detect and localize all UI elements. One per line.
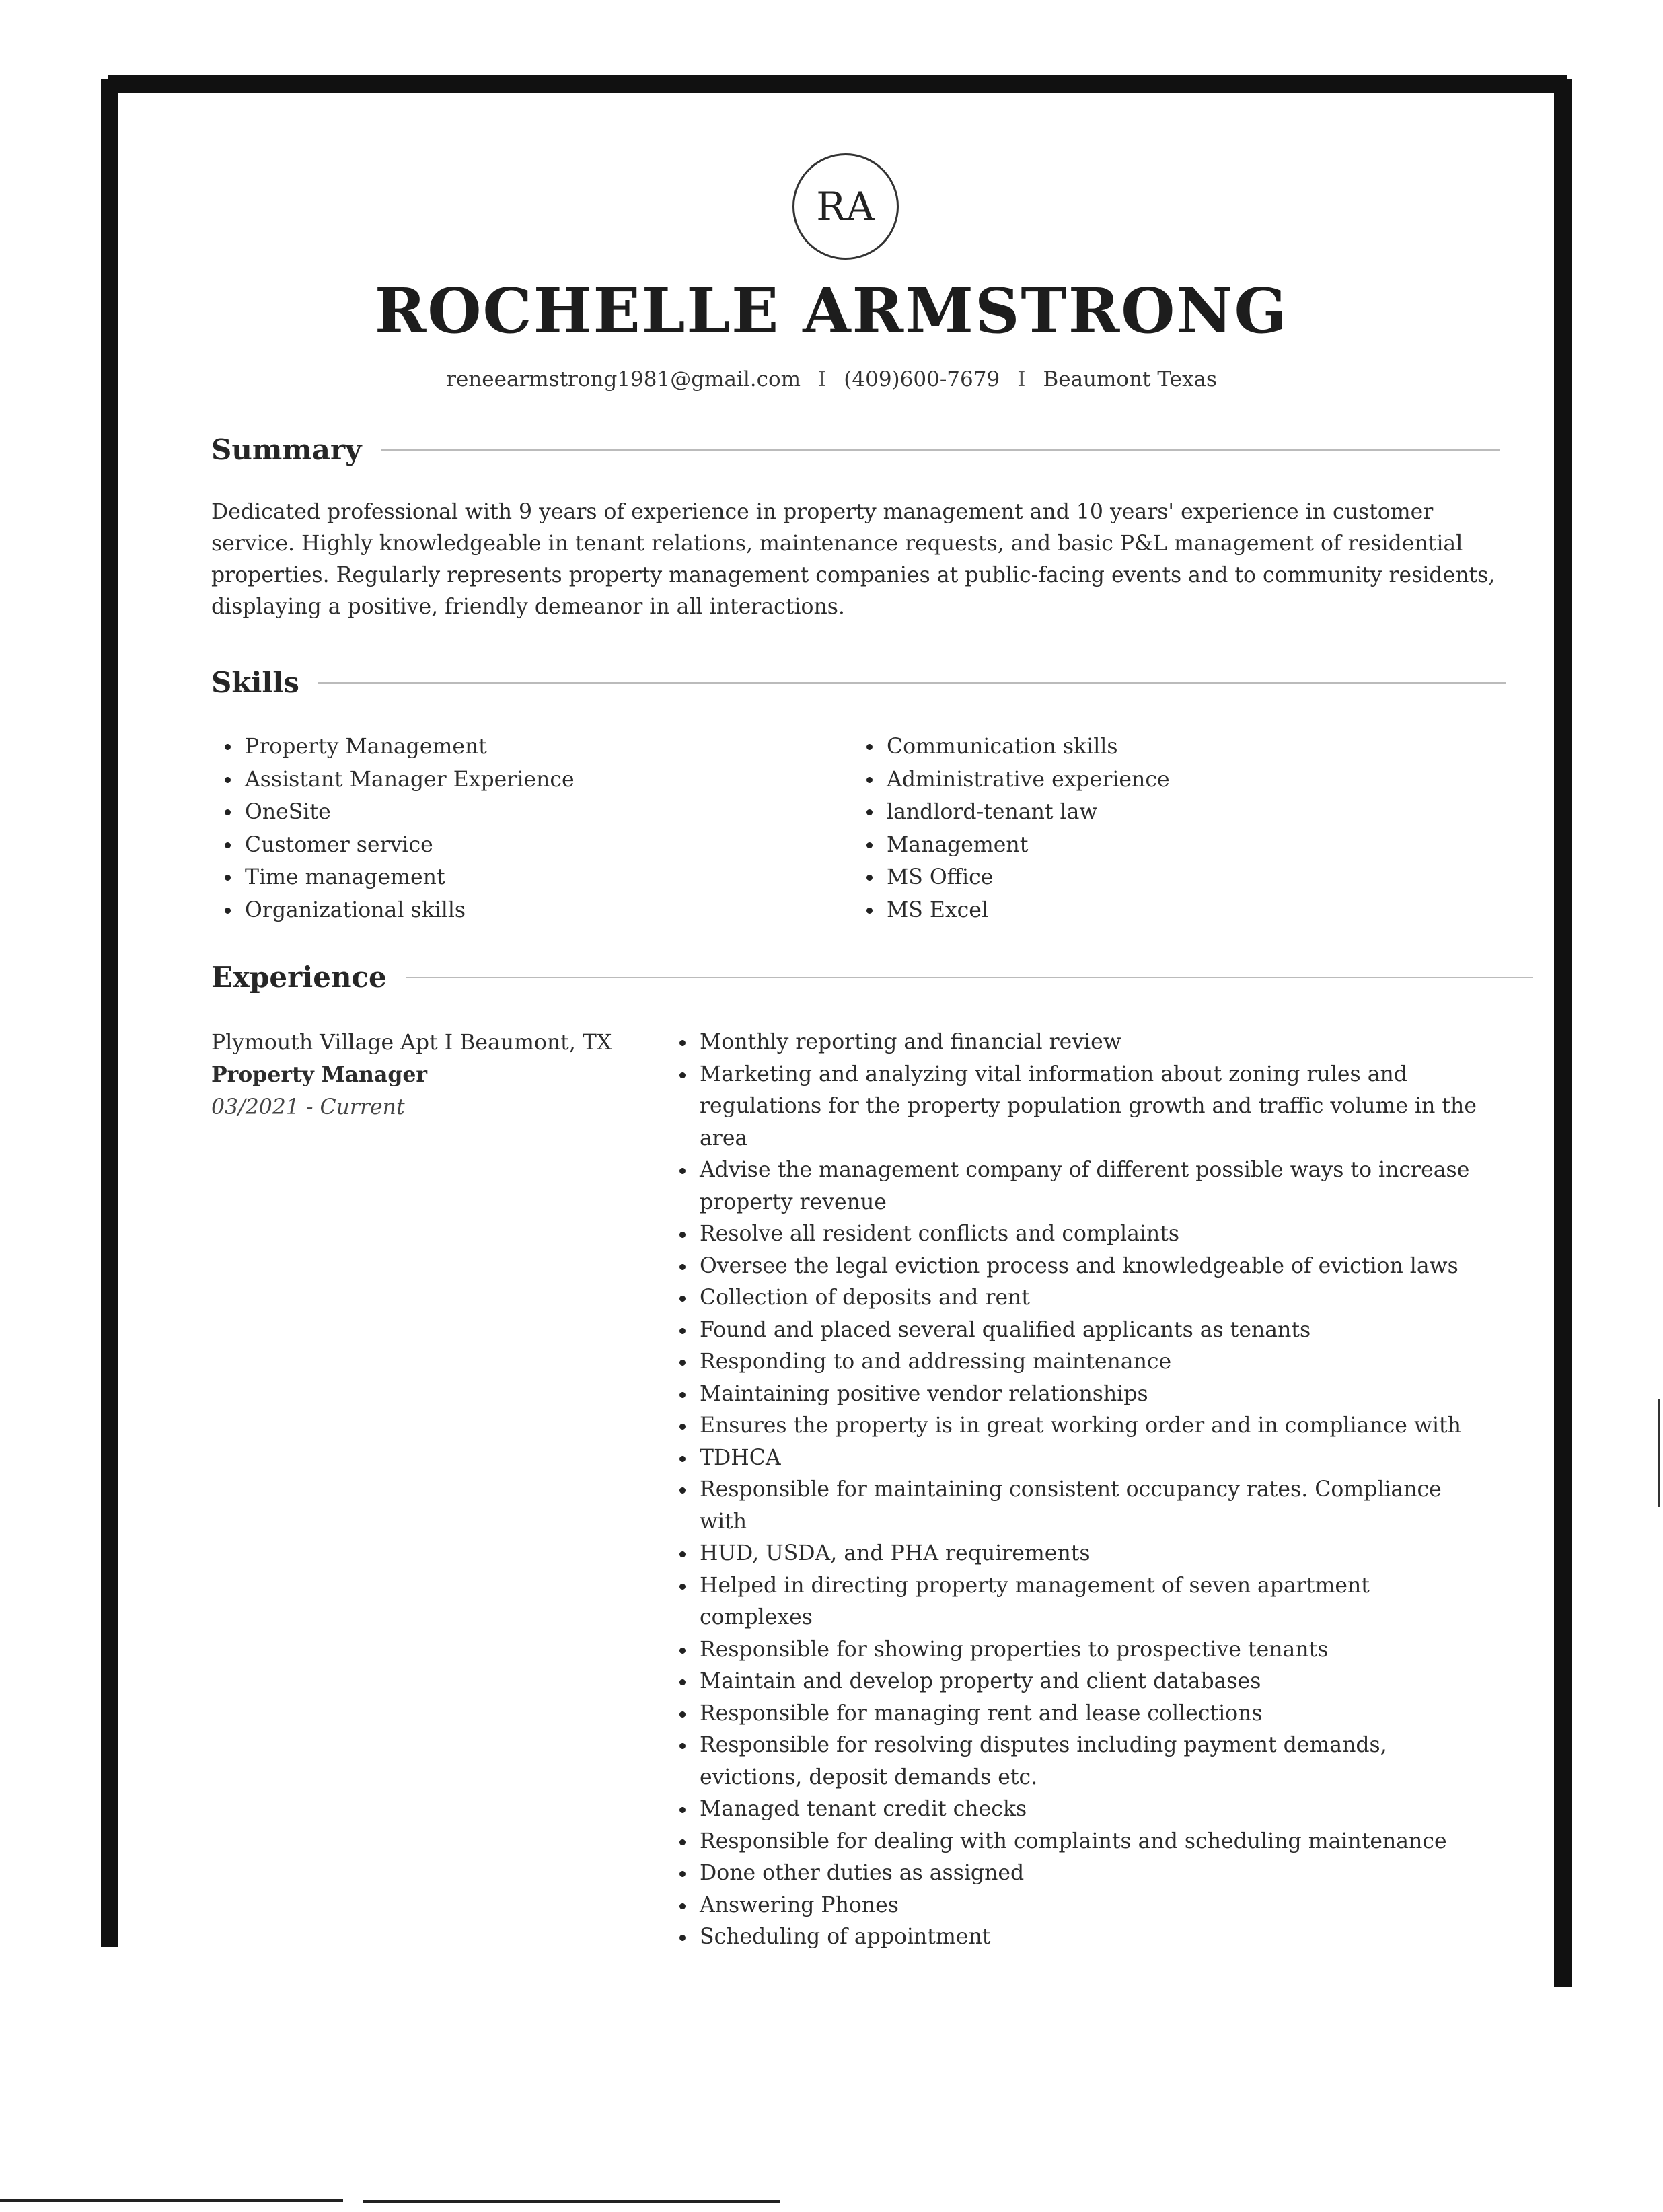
duty-item: Responsible for managing rent and lease collections	[678, 1698, 1485, 1730]
duty-item: Advise the management company of different possible ways to increase property revenue	[678, 1154, 1485, 1218]
duty-item: Answering Phones	[678, 1890, 1485, 1922]
duty-item: Oversee the legal eviction process and knowledgeable of eviction laws	[678, 1251, 1485, 1283]
duty-item: Scheduling of appointment	[678, 1921, 1485, 1954]
duty-item: Resolve all resident conflicts and complaints	[678, 1218, 1485, 1251]
section-divider	[381, 449, 1500, 451]
summary-heading	[211, 433, 1500, 466]
job-duties-list	[678, 1027, 1485, 1954]
experience-heading	[211, 961, 1533, 994]
duty-item: TDHCA	[678, 1442, 1485, 1475]
duty-item: Ensures the property is in great working order and in compliance with	[678, 1410, 1485, 1442]
job-meta	[211, 1027, 612, 1123]
skill-item: Assistant Manager Experience	[223, 764, 575, 797]
page-border-top	[108, 75, 1567, 93]
duty-item: Responsible for maintaining consistent occupancy rates. Compliance with	[678, 1474, 1485, 1538]
skills-list-left	[223, 731, 575, 926]
page-border-left	[101, 79, 118, 1947]
section-title: Skills	[211, 666, 299, 699]
section-divider	[406, 977, 1533, 978]
duty-item: Maintain and develop property and client databases	[678, 1666, 1485, 1698]
skill-item: landlord-tenant law	[865, 796, 1170, 829]
skill-item: MS Office	[865, 861, 1170, 894]
page-border-right	[1554, 79, 1572, 1987]
resume-name: ROCHELLE ARMSTRONG	[374, 274, 1289, 347]
skill-item: MS Excel	[865, 894, 1170, 927]
contact-separator: I	[818, 367, 827, 392]
monogram-initials: RA	[816, 184, 875, 229]
duty-item: Found and placed several qualified applicants as tenants	[678, 1315, 1485, 1347]
duty-item: Responding to and addressing maintenance	[678, 1346, 1485, 1378]
skills-heading	[211, 666, 1506, 699]
phone: (409)600-7679	[844, 367, 1000, 392]
duty-item: Marketing and analyzing vital information about zoning rules and regulations for the property population growth and traffic volume in the area	[678, 1059, 1485, 1155]
duty-item: Responsible for showing properties to prospective tenants	[678, 1634, 1485, 1666]
skill-item: Property Management	[223, 731, 575, 764]
job-title: Property Manager	[211, 1062, 428, 1087]
section-title: Experience	[211, 961, 387, 994]
contact-separator: I	[1017, 367, 1026, 392]
duty-item: Maintaining positive vendor relationships	[678, 1378, 1485, 1411]
section-title: Summary	[211, 433, 362, 466]
duty-item: Managed tenant credit checks	[678, 1794, 1485, 1826]
skills-list-right	[865, 731, 1170, 926]
duty-item: Helped in directing property management of seven apartment complexes	[678, 1570, 1485, 1634]
monogram-badge	[792, 153, 899, 260]
skill-item: Time management	[223, 861, 575, 894]
skill-item: Organizational skills	[223, 894, 575, 927]
section-divider	[318, 682, 1506, 684]
duty-item: Responsible for resolving disputes including payment demands, evictions, deposit demands etc.	[678, 1730, 1485, 1794]
duty-item: Collection of deposits and rent	[678, 1282, 1485, 1315]
skill-item: OneSite	[223, 796, 575, 829]
skill-item: Management	[865, 829, 1170, 862]
scan-edge-bottom	[0, 2199, 343, 2202]
duty-item: HUD, USDA, and PHA requirements	[678, 1538, 1485, 1570]
skill-item: Administrative experience	[865, 764, 1170, 797]
duty-item: Monthly reporting and financial review	[678, 1027, 1485, 1059]
skill-item: Communication skills	[865, 731, 1170, 764]
skill-item: Customer service	[223, 829, 575, 862]
scan-edge-bottom	[363, 2200, 780, 2203]
location: Beaumont Texas	[1043, 367, 1217, 392]
duty-item: Done other duties as assigned	[678, 1857, 1485, 1890]
job-dates: 03/2021 - Current	[211, 1095, 405, 1119]
email: reneearmstrong1981@gmail.com	[446, 367, 801, 392]
contact-line	[0, 367, 1663, 392]
duty-item: Responsible for dealing with complaints and scheduling maintenance	[678, 1826, 1485, 1858]
job-employer: Plymouth Village Apt I Beaumont, TX	[211, 1031, 612, 1055]
scan-speck	[1658, 1399, 1660, 1507]
summary-text: Dedicated professional with 9 years of experience in property management and 10 years' experience in customer service. Highly knowledgeable in tenant relations, maintenance requests, and basic P&L management of residential properties. Regularly represents property management companies at public-facing events and to community residents, displaying a positive, friendly demeanor in all interactions.	[211, 500, 1495, 619]
